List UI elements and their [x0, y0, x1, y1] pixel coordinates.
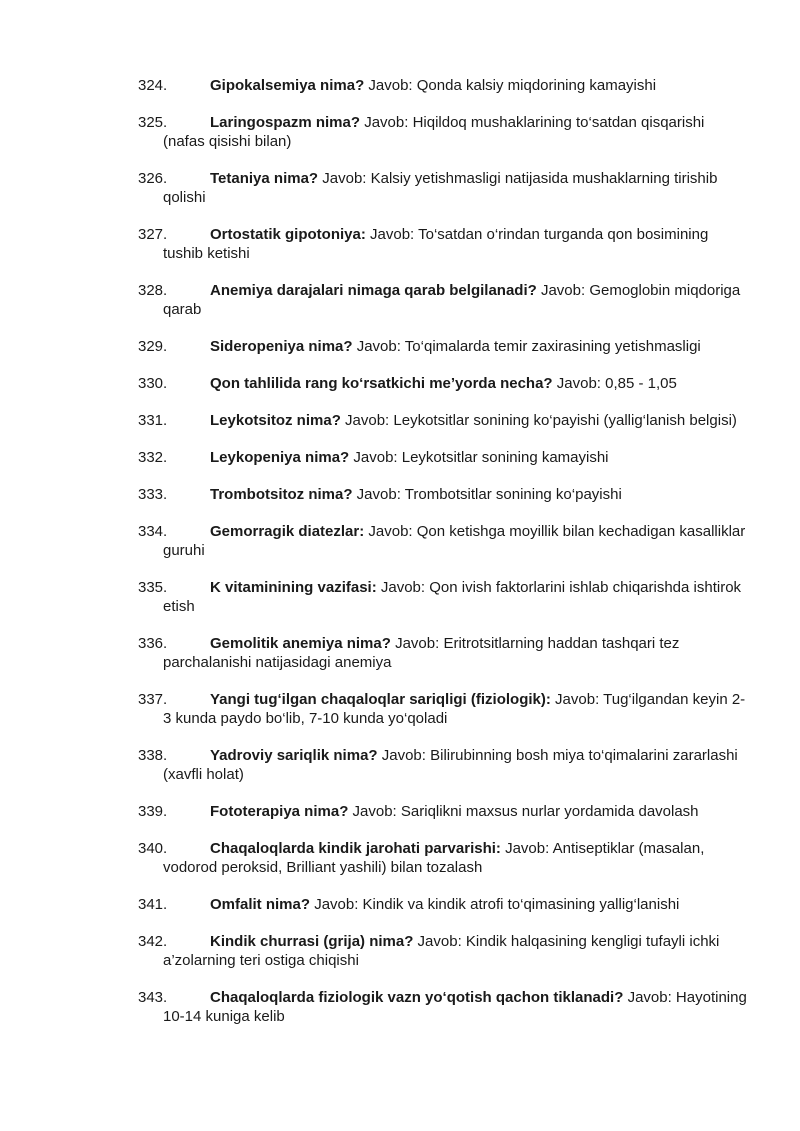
item-number: 327.: [138, 226, 168, 243]
item-number: 339.: [138, 803, 168, 820]
question-text: K vitaminining vazifasi:: [210, 579, 377, 596]
question-text: Leykotsitoz nima?: [210, 412, 341, 429]
question-text: Gemorragik diatezlar:: [210, 523, 365, 540]
item-number: 324.: [138, 77, 168, 94]
qa-item: [138, 337, 748, 356]
qa-item: [138, 225, 748, 263]
qa-item: [138, 485, 748, 504]
answer-text: Javob: 0,85 - 1,05: [556, 375, 677, 392]
qa-item: [138, 374, 748, 393]
answer-text: Javob: Hayotining 10-14 kuniga kelib: [163, 989, 747, 1025]
answer-text: Javob: Gemoglobin miqdoriga qarab: [163, 282, 741, 318]
qa-item: [138, 522, 748, 560]
item-number: 341.: [138, 896, 168, 913]
question-text: Yangi tug‘ilgan chaqaloqlar sariqligi (fiziologik):: [210, 691, 551, 708]
qa-item: [138, 634, 748, 672]
answer-text: Javob: Leykotsitlar sonining kamayishi: [353, 449, 609, 466]
item-number: 336.: [138, 635, 168, 652]
answer-text: Javob: Tug‘ilgandan keyin 2-3 kunda paydo bo‘lib, 7-10 kunda yo‘qoladi: [163, 691, 746, 727]
question-text: Yadroviy sariqlik nima?: [210, 747, 378, 764]
qa-item: [138, 690, 748, 728]
answer-text: Javob: Kindik va kindik atrofi to‘qimasining yallig‘lanishi: [314, 896, 680, 913]
answer-text: Javob: Qon ivish faktorlarini ishlab chiqarishda ishtirok etish: [163, 579, 742, 615]
item-number: 333.: [138, 486, 168, 503]
answer-text: Javob: Kindik halqasining kengligi tufayli ichki a’zolarning teri ostiga chiqishi: [163, 933, 720, 969]
answer-text: Javob: Bilirubinning bosh miya to‘qimalarini zararlashi (xavfli holat): [163, 747, 738, 783]
question-text: Ortostatik gipotoniya:: [210, 226, 366, 243]
question-text: Chaqaloqlarda kindik jarohati parvarishi:: [210, 840, 501, 857]
item-number: 331.: [138, 412, 168, 429]
item-number: 325.: [138, 114, 168, 131]
question-text: Leykopeniya nima?: [210, 449, 350, 466]
answer-text: Javob: Sariqlikni maxsus nurlar yordamida davolash: [352, 803, 699, 820]
question-text: Gemolitik anemiya nima?: [210, 635, 391, 652]
question-text: Chaqaloqlarda fiziologik vazn yo‘qotish qachon tiklanadi?: [210, 989, 624, 1006]
question-text: Laringospazm nima?: [210, 114, 361, 131]
item-number: 335.: [138, 579, 168, 596]
answer-text: Javob: Eritrotsitlarning haddan tashqari tez parchalanishi natijasidagi anemiya: [163, 635, 680, 671]
qa-item: [138, 578, 748, 616]
answer-text: Javob: Qon ketishga moyillik bilan kechadigan kasalliklar guruhi: [163, 523, 746, 559]
question-text: Kindik churrasi (grija) nima?: [210, 933, 414, 950]
question-text: Anemiya darajalari nimaga qarab belgilanadi?: [210, 282, 537, 299]
question-text: Tetaniya nima?: [210, 170, 319, 187]
answer-text: Javob: Trombotsitlar sonining ko‘payishi: [356, 486, 622, 503]
qa-item: [138, 895, 748, 914]
qa-item: [138, 802, 748, 821]
qa-item: [138, 932, 748, 970]
item-number: 343.: [138, 989, 168, 1006]
item-number: 340.: [138, 840, 168, 857]
item-number: 337.: [138, 691, 168, 708]
question-text: Omfalit nima?: [210, 896, 311, 913]
item-number: 326.: [138, 170, 168, 187]
answer-text: Javob: Kalsiy yetishmasligi natijasida mushaklarning tirishib qolishi: [163, 170, 718, 206]
question-text: Fototerapiya nima?: [210, 803, 349, 820]
item-number: 338.: [138, 747, 168, 764]
qa-item: [138, 76, 748, 95]
answer-text: Javob: Leykotsitlar sonining ko‘payishi (yallig‘lanish belgisi): [345, 412, 737, 429]
qa-item: [138, 746, 748, 784]
question-text: Sideropeniya nima?: [210, 338, 353, 355]
question-text: Gipokalsemiya nima?: [210, 77, 365, 94]
answer-text: Javob: Qonda kalsiy miqdorining kamayishi: [368, 77, 657, 94]
qa-item: [138, 448, 748, 467]
answer-text: Javob: Antiseptiklar (masalan, vodorod peroksid, Brilliant yashili) bilan tozalash: [163, 840, 705, 876]
qa-item: [138, 411, 748, 430]
answer-text: Javob: To‘satdan o‘rindan turganda qon bosimining tushib ketishi: [163, 226, 709, 262]
qa-item: [138, 839, 748, 877]
item-number: 332.: [138, 449, 168, 466]
qa-item: [138, 281, 748, 319]
item-number: 334.: [138, 523, 168, 540]
answer-text: Javob: To‘qimalarda temir zaxirasining yetishmasligi: [356, 338, 701, 355]
question-text: Trombotsitoz nima?: [210, 486, 353, 503]
item-number: 328.: [138, 282, 168, 299]
qa-item: [138, 988, 748, 1026]
qa-list: [138, 76, 748, 1044]
item-number: 342.: [138, 933, 168, 950]
answer-text: Javob: Hiqildoq mushaklarining to‘satdan qisqarishi (nafas qisishi bilan): [163, 114, 705, 150]
question-text: Qon tahlilida rang ko‘rsatkichi me’yorda necha?: [210, 375, 553, 392]
qa-item: [138, 169, 748, 207]
item-number: 329.: [138, 338, 168, 355]
item-number: 330.: [138, 375, 168, 392]
qa-item: [138, 113, 748, 151]
